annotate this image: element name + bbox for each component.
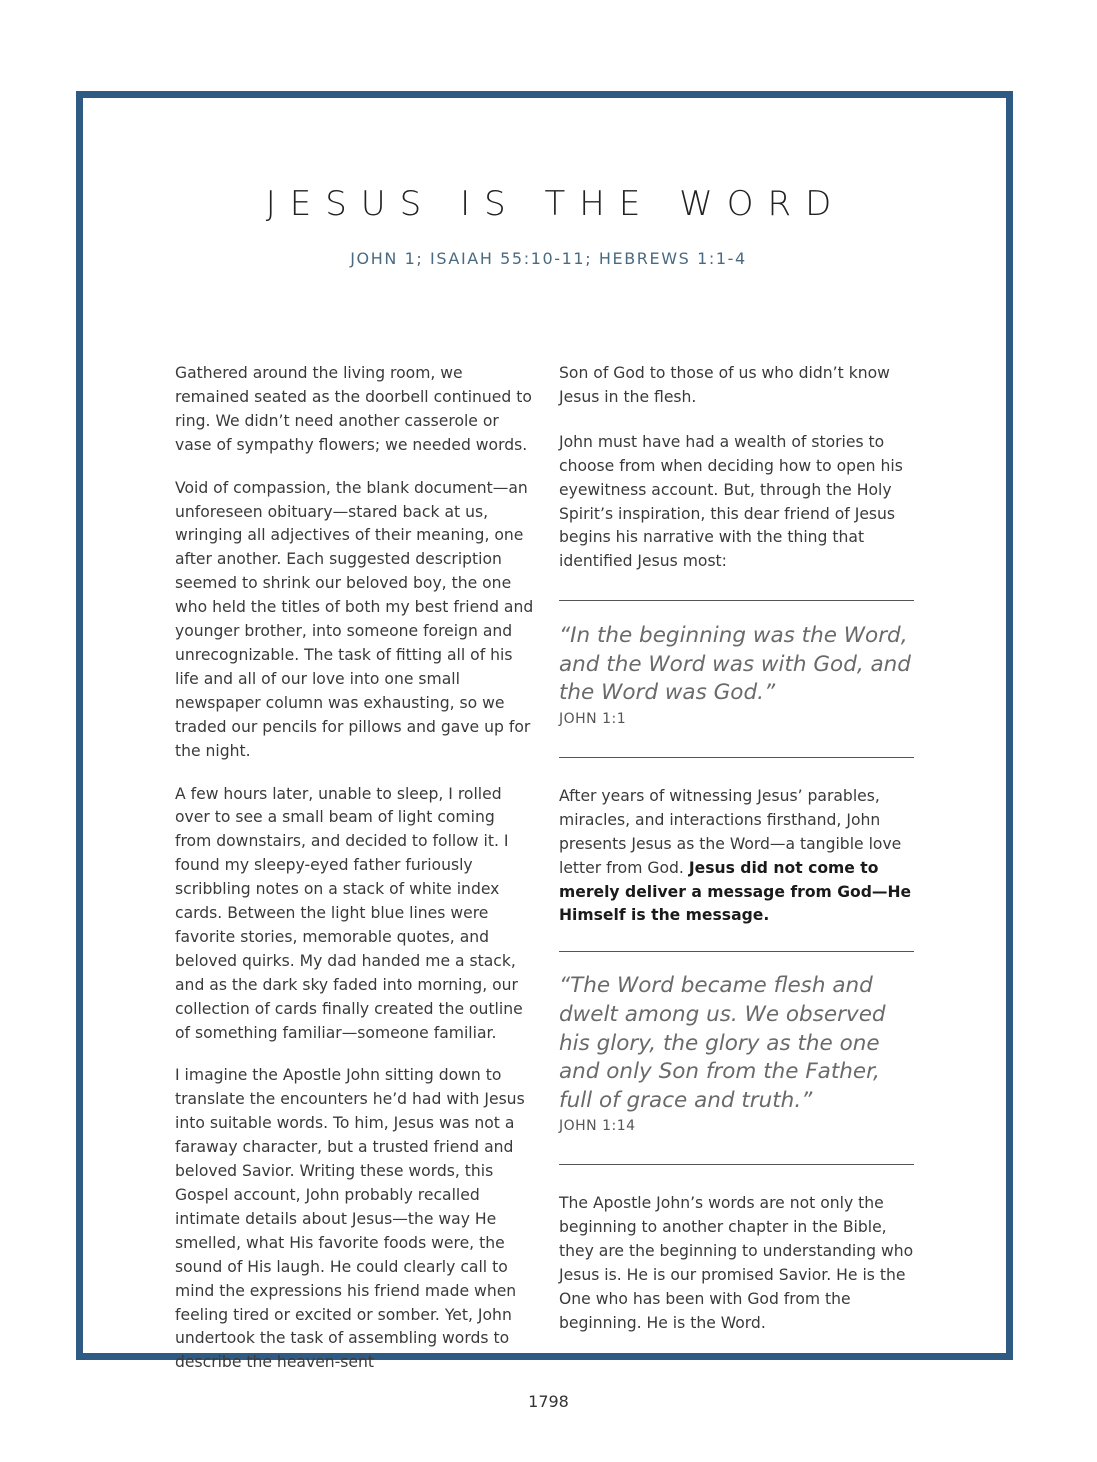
body-paragraph: Void of compassion, the blank document—an unforeseen obituary—stared back at us, wringing all adjectives of their meaning, one after another. Each suggested description seemed to shrink our beloved boy, the one who held the titles of both my best friend and younger brother, into someone foreign and unrecognizable. The task of fitting all of his life and all of our love into one small newspaper column was exhausting, so we traded our pencils for pillows and gave up for the night. bbox=[175, 478, 534, 760]
quote-text: “The Word became flesh and dwelt among us. We observed his glory, the glory as the one and only Son from the Father, full of grace and truth.” bbox=[559, 973, 886, 1113]
pull-quote bbox=[559, 972, 919, 1139]
left-column bbox=[175, 362, 535, 1375]
pull-quote bbox=[559, 622, 919, 732]
divider bbox=[559, 951, 914, 952]
body-paragraph bbox=[559, 785, 919, 928]
body-paragraph: A few hours later, unable to sleep, I rolled over to see a small beam of light coming from downstairs, and decided to follow it. I found my sleepy-eyed father furiously scribbling notes on a stack of white index cards. Between the light blue lines were favorite stories, memorable quotes, and beloved quirks. My dad handed me a stack, and as the dark sky faded into morning, our collection of cards finally created the outline of something familiar—someone familiar. bbox=[175, 784, 523, 1042]
paragraph-text: After years of witnessing Jesus’ parables, miracles, and interactions firsthand, John presents Jesus as the Word—a tangible love letter from God. bbox=[559, 786, 902, 877]
body-paragraph: John must have had a wealth of stories to choose from when deciding how to open his eyewitness account. But, through the Holy Spirit’s inspiration, this dear friend of Jesus begins his narrative with the thing that identified Jesus most: bbox=[559, 432, 903, 571]
quote-text: “In the beginning was the Word, and the Word was with God, and the Word was God.” bbox=[559, 623, 911, 706]
page-number: 1798 bbox=[528, 1392, 569, 1411]
body-paragraph: The Apostle John’s words are not only the beginning to another chapter in the Bible, they are the beginning to understanding who Jesus is. He is our promised Savior. He is the One who has been with God from the beginning. He is the Word. bbox=[559, 1194, 914, 1332]
quote-reference: JOHN 1:1 bbox=[559, 711, 627, 728]
body-paragraph: Gathered around the living room, we remained seated as the doorbell continued to ring. We didn’t need another casserole or vase of sympathy flowers; we needed words. bbox=[175, 364, 532, 454]
body-paragraph: I imagine the Apostle John sitting down to translate the encounters he’d had with Jesus into suitable words. To him, Jesus was not a faraway character, but a trusted friend and beloved Savior. Writing these words, this Gospel account, John probably recalled intimate details about Jesus—the way He smelled, what His favorite foods were, the sound of His laugh. He could clearly call to mind the expressions his friend made when feeling tired or excited or somber. Yet, John undertook the task of assembling words to describe the heaven-sent bbox=[175, 1066, 525, 1372]
right-column bbox=[559, 362, 919, 1336]
emphasis-text: Jesus did not come to merely deliver a message from God—He Himself is the message. bbox=[559, 858, 912, 925]
divider bbox=[559, 1164, 914, 1165]
scripture-references: JOHN 1; ISAIAH 55:10-11; HEBREWS 1:1-4 bbox=[350, 249, 747, 268]
divider bbox=[559, 600, 914, 601]
quote-reference: JOHN 1:14 bbox=[559, 1118, 636, 1135]
body-paragraph: Son of God to those of us who didn’t know Jesus in the flesh. bbox=[559, 364, 890, 406]
page-title: JESUS IS THE WORD bbox=[265, 184, 846, 224]
divider bbox=[559, 757, 914, 758]
